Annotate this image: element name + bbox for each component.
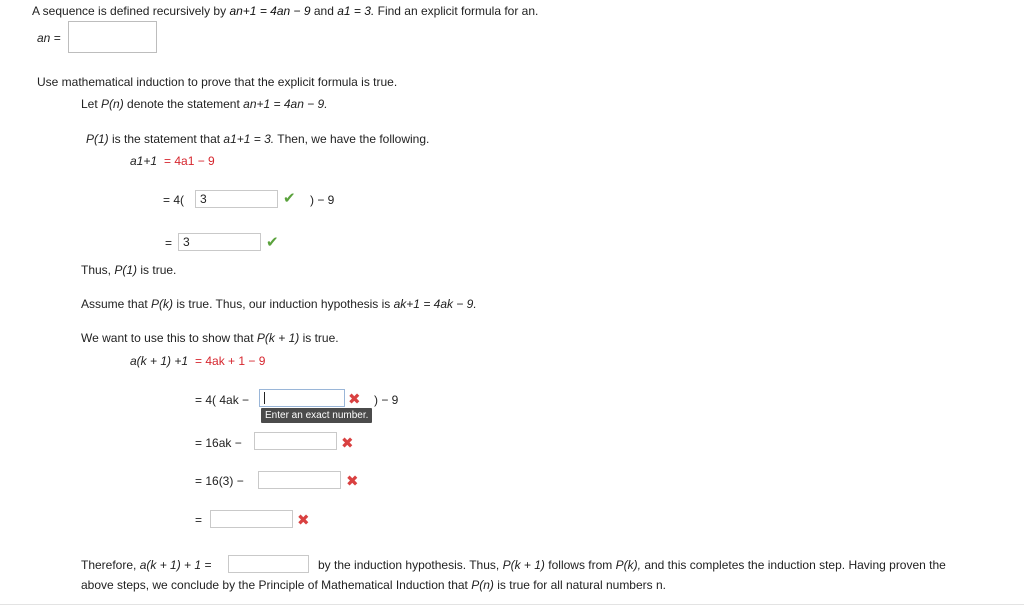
therefore-post-text: by the induction hypothesis. Thus, (318, 558, 500, 572)
initial-condition: a1 = 3. (337, 4, 375, 18)
base-step1-prefix: = 4( (163, 193, 185, 207)
thus-text: Thus, (81, 263, 112, 277)
induction-lhs: a(k + 1) +1 (130, 354, 189, 368)
assume-text: Assume that (81, 297, 148, 311)
therefore-mid-text: follows from (548, 558, 613, 572)
induction-step2-input[interactable] (254, 432, 337, 450)
conclusion-pn-label: P(n) (471, 578, 494, 592)
conclusion-line2 (81, 578, 666, 592)
therefore-start (81, 558, 211, 572)
problem-question: Find an explicit formula for an. (377, 4, 539, 18)
therefore-text: Therefore, (81, 558, 137, 572)
correct-check-icon: ✔ (266, 234, 279, 251)
let-mid-text: denote the statement (127, 97, 240, 111)
induction-step1-suffix: ) − 9 (374, 393, 399, 407)
thus-statement (81, 263, 176, 277)
let-text: Let (81, 97, 98, 111)
incorrect-x-icon: ✖ (346, 473, 359, 490)
text-caret (264, 392, 265, 404)
pn-label: P(n) (101, 97, 124, 111)
therefore-pk-label: P(k), (615, 558, 641, 572)
thus-post-text: is true. (140, 263, 177, 277)
conclusion-end-text: is true for all natural numbers n. (497, 578, 666, 592)
problem-intro: A sequence is defined recursively by (32, 4, 227, 18)
incorrect-x-icon: ✖ (341, 435, 354, 452)
induction-hypothesis-formula: ak+1 = 4ak − 9. (393, 297, 477, 311)
let-statement (81, 97, 328, 111)
base-case-statement (86, 132, 429, 146)
want-text: We want to use this to show that (81, 331, 254, 345)
correct-check-icon: ✔ (283, 190, 296, 207)
conclusion-text: above steps, we conclude by the Principle of Mathematical Induction that (81, 578, 468, 592)
induction-step4-input[interactable] (210, 510, 293, 528)
induction-step1-input[interactable] (259, 389, 345, 407)
induction-step4-prefix: = (195, 513, 203, 527)
base-step2-prefix: = (165, 236, 173, 250)
therefore-end-text: and this completes the induction step. Having proven the (644, 558, 946, 572)
base-step2-input[interactable] (178, 233, 261, 251)
incorrect-x-icon: ✖ (297, 512, 310, 529)
p1-label: P(1) (86, 132, 109, 146)
induction-step2-prefix: = 16ak − (195, 436, 242, 450)
induction-step3-input[interactable] (258, 471, 341, 489)
base-step1-input[interactable] (195, 190, 278, 208)
assume-pk-label: P(k) (151, 297, 174, 311)
answer-label: an = (37, 31, 61, 45)
therefore-pk1-label: P(k + 1) (502, 558, 545, 572)
input-tooltip: Enter an exact number. (261, 408, 372, 423)
induction-step3-prefix: = 16(3) − (195, 474, 244, 488)
want-statement (81, 331, 339, 345)
let-formula: an+1 = 4an − 9. (243, 97, 328, 111)
assume-mid-text: is true. Thus, our induction hypothesis is (176, 297, 391, 311)
want-pk1-label: P(k + 1) (256, 331, 300, 345)
and-text: and (313, 4, 334, 18)
therefore-input[interactable] (228, 555, 309, 573)
base-mid-text: is the statement that (112, 132, 221, 146)
incorrect-x-icon: ✖ (348, 391, 361, 408)
induction-step1-prefix: = 4( 4ak − (195, 393, 250, 407)
proof-instruction: Use mathematical induction to prove that the explicit formula is true. (37, 75, 398, 89)
therefore-rest (318, 558, 946, 572)
base-formula: a1+1 = 3. (223, 132, 275, 146)
base-post-text: Then, we have the following. (277, 132, 430, 146)
thus-p1-label: P(1) (114, 263, 138, 277)
recurrence-formula: an+1 = 4an − 9 (229, 4, 311, 18)
problem-statement (32, 4, 538, 18)
induction-rhs: = 4ak + 1 − 9 (195, 354, 266, 368)
base-step1-suffix: ) − 9 (310, 193, 335, 207)
explicit-formula-input[interactable] (68, 21, 157, 53)
want-post-text: is true. (302, 331, 339, 345)
therefore-formula: a(k + 1) + 1 = (139, 558, 212, 572)
assume-statement (81, 297, 477, 311)
base-lhs: a1+1 (130, 154, 158, 168)
base-rhs: = 4a1 − 9 (164, 154, 215, 168)
